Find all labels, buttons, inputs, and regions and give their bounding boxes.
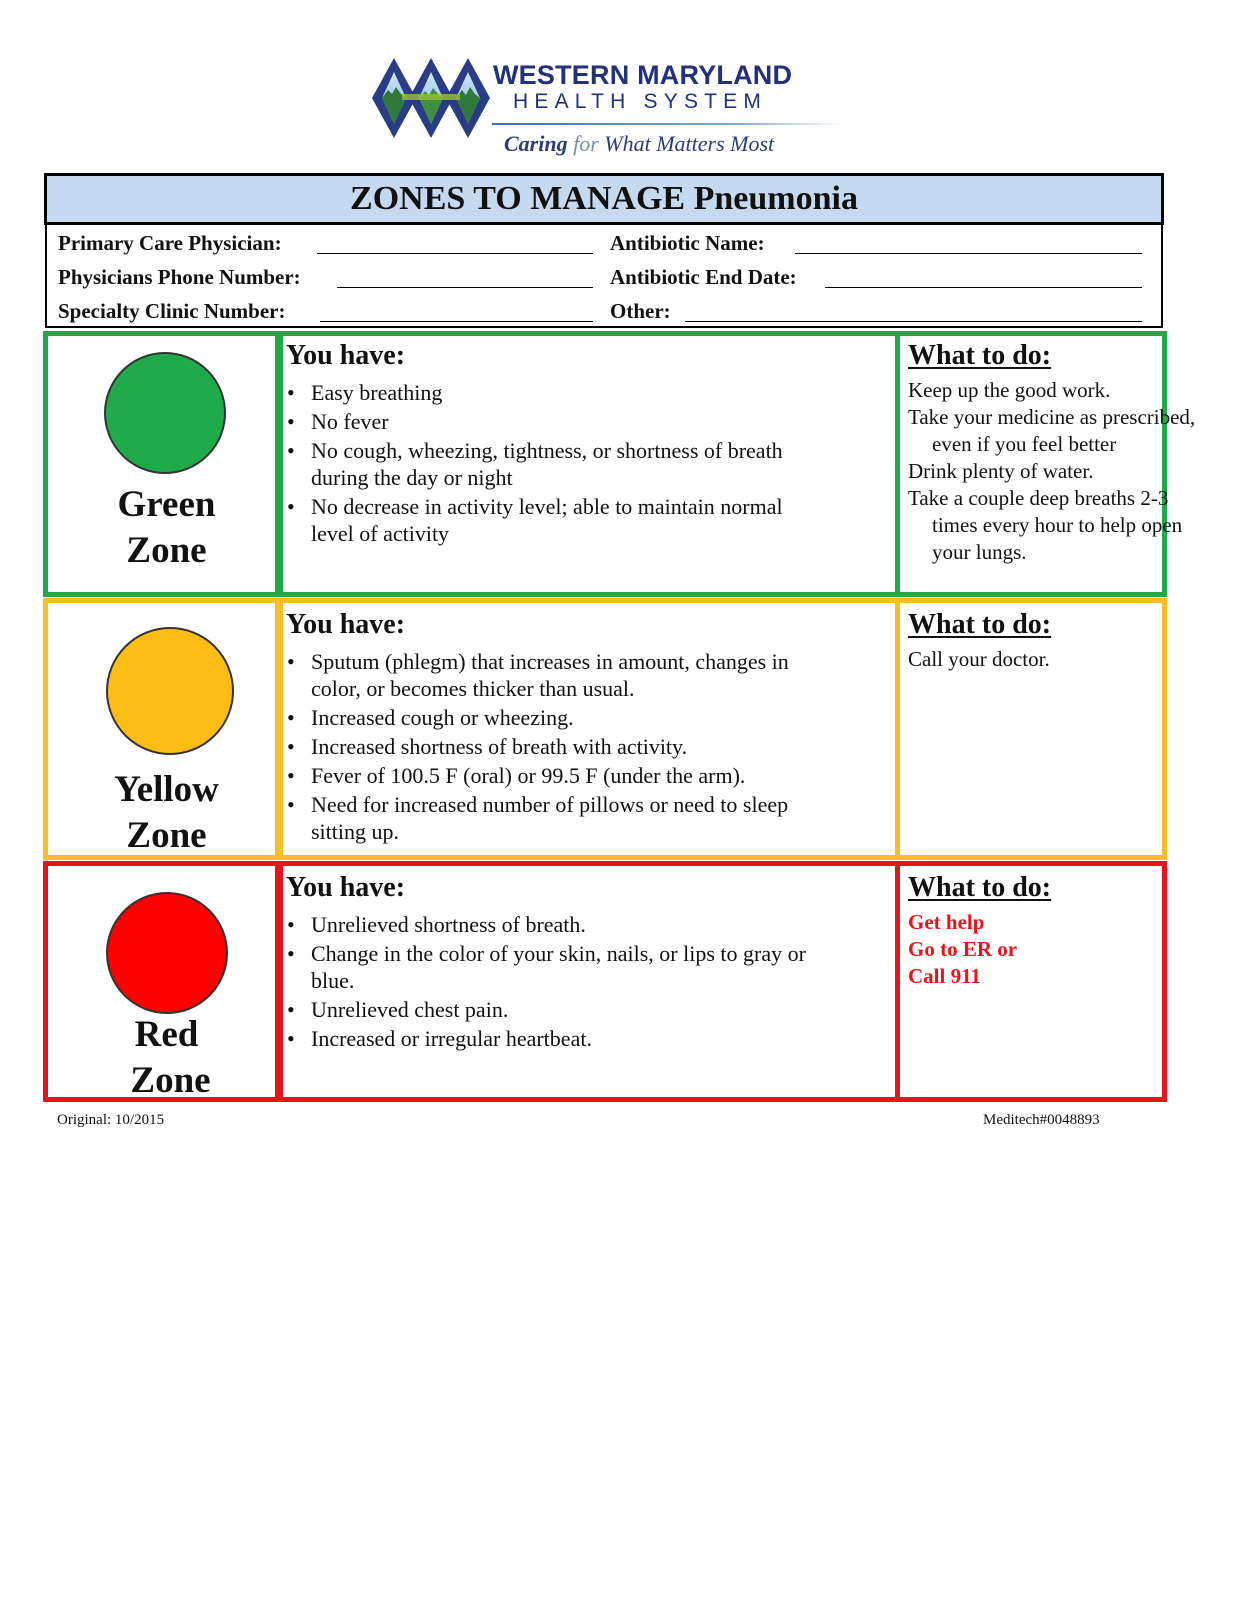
- list-item: Go to ER or: [908, 937, 1018, 961]
- symptoms-heading: You have:: [286, 872, 406, 903]
- zone-name-line2: Zone: [126, 815, 207, 856]
- yellow-actions-list: [908, 646, 1158, 673]
- actions-heading: What to do:: [908, 872, 1052, 903]
- yellow-zone-indicator-cell: [43, 598, 280, 860]
- list-item: • Need for increased number of pillows or need to sleep sitting up.: [286, 791, 841, 845]
- list-item: • Fever of 100.5 F (oral) or 99.5 F (under the arm).: [286, 762, 841, 789]
- list-item: Keep up the good work.: [908, 378, 1111, 402]
- list-item: • No fever: [286, 408, 826, 435]
- tagline-bold: Caring: [504, 131, 568, 156]
- yellow-actions-cell: [900, 598, 1167, 860]
- organization-logo: [372, 54, 842, 162]
- other-label: Other:: [610, 299, 671, 323]
- list-item: • Sputum (phlegm) that increases in amount, changes in color, or becomes thicker than usual.: [286, 648, 841, 702]
- list-item: • Increased cough or wheezing.: [286, 704, 841, 731]
- physicians-phone-label: Physicians Phone Number:: [58, 265, 301, 289]
- list-item: Get help: [908, 910, 985, 934]
- red-symptoms-list: [286, 911, 831, 1054]
- physicians-phone-field[interactable]: [337, 287, 593, 288]
- original-date: Original: 10/2015: [57, 1112, 165, 1128]
- yellow-symptoms-list: [286, 648, 841, 847]
- red-symptoms-cell: [280, 861, 900, 1102]
- list-item: • Increased shortness of breath with activity.: [286, 733, 841, 760]
- list-item: Drink plenty of water.: [908, 459, 1094, 483]
- antibiotic-end-date-field[interactable]: [825, 287, 1142, 288]
- green-symptoms-cell: [280, 331, 900, 597]
- red-zone-indicator-cell: [43, 861, 280, 1102]
- list-item: • Unrelieved shortness of breath.: [286, 911, 831, 938]
- tagline-light: for: [573, 131, 599, 156]
- logo-divider: [492, 123, 842, 125]
- red-actions-cell: [900, 861, 1167, 1102]
- list-item: • No decrease in activity level; able to maintain normal level of activity: [286, 493, 826, 547]
- green-actions-list: [908, 377, 1198, 566]
- yellow-circle-icon: [106, 627, 234, 755]
- page-title: ZONES TO MANAGE Pneumonia: [350, 180, 858, 217]
- zone-name-line1: Red: [134, 1014, 199, 1055]
- antibiotic-name-field[interactable]: [795, 253, 1142, 254]
- title-bar: [44, 173, 1164, 225]
- list-item: Call your doctor.: [908, 647, 1050, 671]
- list-item: • No cough, wheezing, tightness, or shortness of breath during the day or night: [286, 437, 826, 491]
- antibiotic-end-date-label: Antibiotic End Date:: [610, 265, 797, 289]
- green-actions-cell: [900, 331, 1196, 597]
- green-symptoms-list: [286, 379, 826, 549]
- list-item: • Unrelieved chest pain.: [286, 996, 831, 1023]
- tagline-rest: What Matters Most: [604, 131, 775, 156]
- list-item: Take your medicine as prescribed, even if you feel better: [908, 405, 1196, 456]
- list-item: • Change in the color of your skin, nails, or lips to gray or blue.: [286, 940, 831, 994]
- list-item: Take a couple deep breaths 2-3 times every hour to help open your lungs.: [908, 486, 1183, 564]
- specialty-clinic-field[interactable]: [320, 321, 593, 322]
- yellow-zone-row: [43, 598, 1167, 860]
- other-field[interactable]: [685, 321, 1142, 322]
- specialty-clinic-label: Specialty Clinic Number:: [58, 299, 286, 323]
- actions-heading: What to do:: [908, 340, 1052, 371]
- green-circle-icon: [104, 352, 226, 474]
- mountain-logo-icon: [372, 54, 490, 142]
- red-circle-icon: [106, 892, 228, 1014]
- tagline: [504, 131, 774, 157]
- yellow-symptoms-cell: [280, 598, 900, 860]
- antibiotic-name-label: Antibiotic Name:: [610, 231, 765, 255]
- primary-care-physician-field[interactable]: [317, 253, 593, 254]
- red-actions-list: [908, 909, 1158, 990]
- list-item: • Increased or irregular heartbeat.: [286, 1025, 831, 1052]
- red-zone-row: [43, 861, 1167, 1102]
- org-name-line2: HEALTH SYSTEM: [513, 90, 768, 113]
- meditech-number: Meditech#0048893: [983, 1112, 1100, 1128]
- zone-name-line1: Green: [117, 484, 216, 525]
- patient-info-box: [45, 222, 1163, 328]
- zone-name-line1: Yellow: [114, 769, 219, 810]
- symptoms-heading: You have:: [286, 609, 406, 640]
- zone-name-line2: Zone: [126, 530, 207, 571]
- list-item: • Easy breathing: [286, 379, 826, 406]
- green-zone-indicator-cell: [43, 331, 280, 597]
- org-name-line1: WESTERN MARYLAND: [493, 60, 793, 90]
- zone-name-line2: Zone: [130, 1060, 211, 1101]
- actions-heading: What to do:: [908, 609, 1052, 640]
- primary-care-physician-label: Primary Care Physician:: [58, 231, 282, 255]
- green-zone-row: [43, 331, 1196, 597]
- list-item: Call 911: [908, 964, 981, 988]
- symptoms-heading: You have:: [286, 340, 406, 371]
